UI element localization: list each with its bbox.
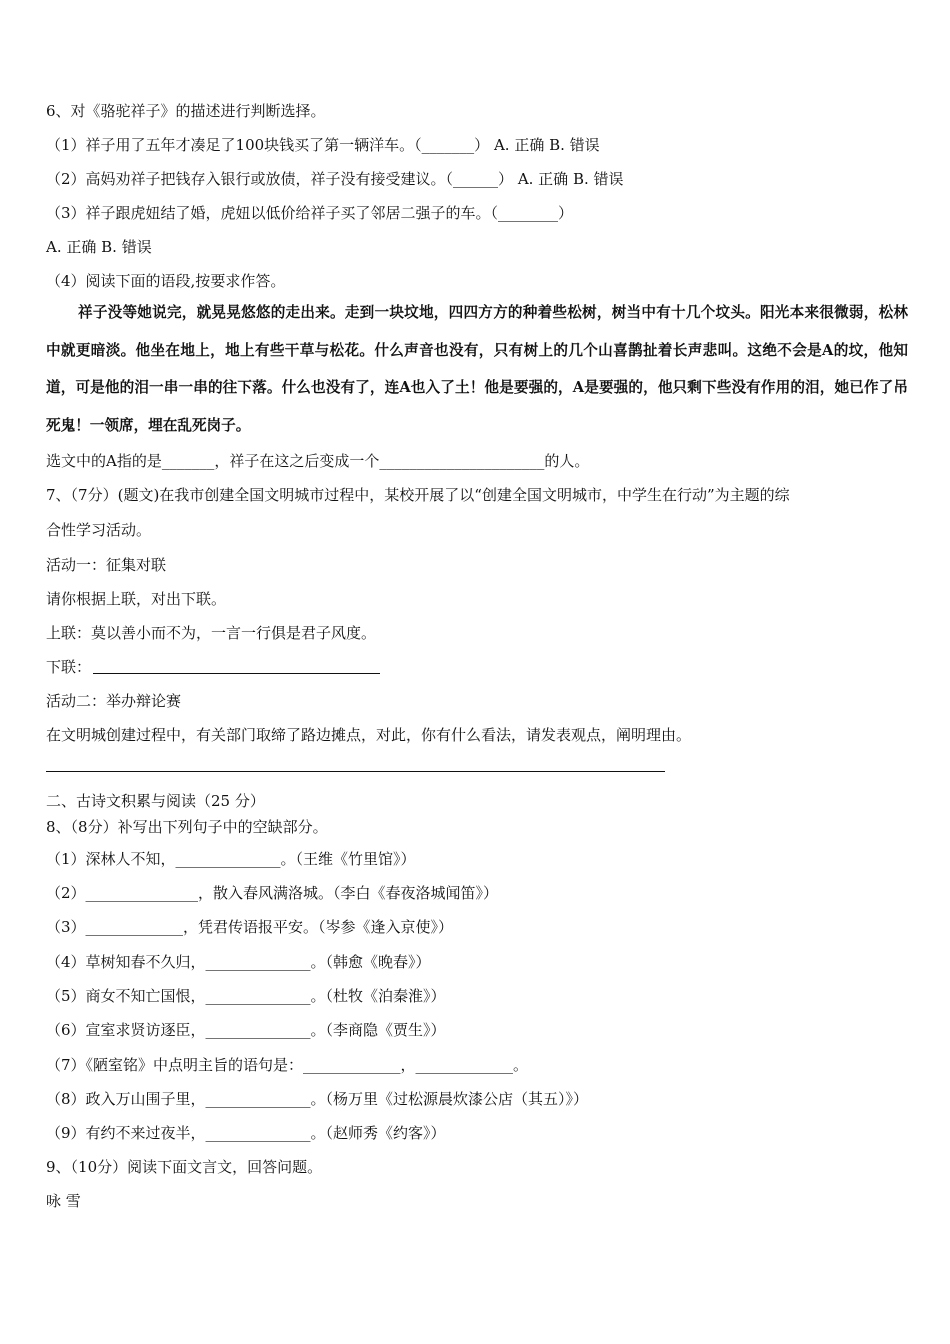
q6-item-2: （2）高妈劝祥子把钱存入银行或放债，祥子没有接受建议。（______） A. 正确 B. 错误 [46,170,624,188]
q7-instruction: 请你根据上联，对出下联。 [46,590,227,608]
q8-item-6: （6）宣室求贤访逐臣，______________。（李商隐《贾生》） [46,1021,446,1039]
q7-lower-couplet: 下联： [46,658,92,676]
debate-answer-blank [46,771,665,772]
q6-answer-line: 选文中的A指的是_______，祥子在这之后变成一个______________________的人。 [46,452,590,470]
q7-activity-2: 活动二：举办辩论赛 [46,692,182,710]
q7-upper-couplet: 上联：莫以善小而不为，一言一行俱是君子风度。 [46,624,377,642]
q6-item-3-options: A. 正确 B. 错误 [46,238,152,256]
q8-item-4: （4）草树知春不久归，______________。（韩愈《晚春》） [46,953,431,971]
lower-couplet-blank [93,673,380,674]
q6-title: 6、对《骆驼祥子》的描述进行判断选择。 [46,102,326,120]
q8-item-5: （5）商女不知亡国恨，______________。（杜牧《泊秦淮》） [46,987,446,1005]
q8-item-1: （1）深林人不知，______________。（王维《竹里馆》） [46,850,416,868]
q7-line-2: 合性学习活动。 [46,521,152,539]
q8-title: 8、（8分）补写出下列句子中的空缺部分。 [46,818,328,836]
q6-item-3: （3）祥子跟虎妞结了婚，虎妞以低价给祥子买了邻居二强子的车。（________） [46,204,574,222]
q6-item-4: （4）阅读下面的语段,按要求作答。 [46,272,286,290]
q7-line-1: 7、（7分）(题文)在我市创建全国文明城市过程中，某校开展了以“创建全国文明城市，中学生在行动”为主题的综 [46,486,790,504]
q8-item-7: （7）《陋室铭》中点明主旨的语句是：_____________，_____________。 [46,1056,529,1074]
q6-item-1: （1）祥子用了五年才凑足了100块钱买了第一辆洋车。（_______） A. 正确 B. 错误 [46,136,600,154]
q8-item-8: （8）政入万山围子里，______________。（杨万里《过松源晨炊漆公店（其五）》） [46,1090,589,1108]
reading-passage: 祥子没等她说完，就晃晃悠悠的走出来。走到一块坟地，四四方方的种着些松树，树当中有十几个坟头。阳光本来很微弱，松林中就更暗淡。他坐在地上，地上有些干草与松花。什么声音也没有，只有树上的几个山喜鹊扯着长声悲叫。这绝不会是A的坟，他知道，可是他的泪一串一串的往下落。什么也没有了，连A也入了土！他是要强的，A是要强的，他只剩下些没有作用的泪，她已作了吊死鬼！一领席，埋在乱死岗子。 [46,304,908,434]
q7-activity-1: 活动一：征集对联 [46,556,167,574]
q8-item-9: （9）有约不来过夜半，______________。（赵师秀《约客》） [46,1124,446,1142]
section-2-title: 二、古诗文积累与阅读（25 分） [46,792,265,810]
q8-item-2: （2）_______________，散入春风满洛城。（李白《春夜洛城闻笛》） [46,884,499,902]
poem-title: 咏 雪 [46,1192,81,1210]
q8-item-3: （3）_____________，凭君传语报平安。（岑参《逢入京使》） [46,918,454,936]
q7-debate-question: 在文明城创建过程中，有关部门取缔了路边摊点，对此，你有什么看法，请发表观点，阐明理由。 [46,726,692,744]
q9-title: 9、（10分）阅读下面文言文，回答问题。 [46,1158,323,1176]
